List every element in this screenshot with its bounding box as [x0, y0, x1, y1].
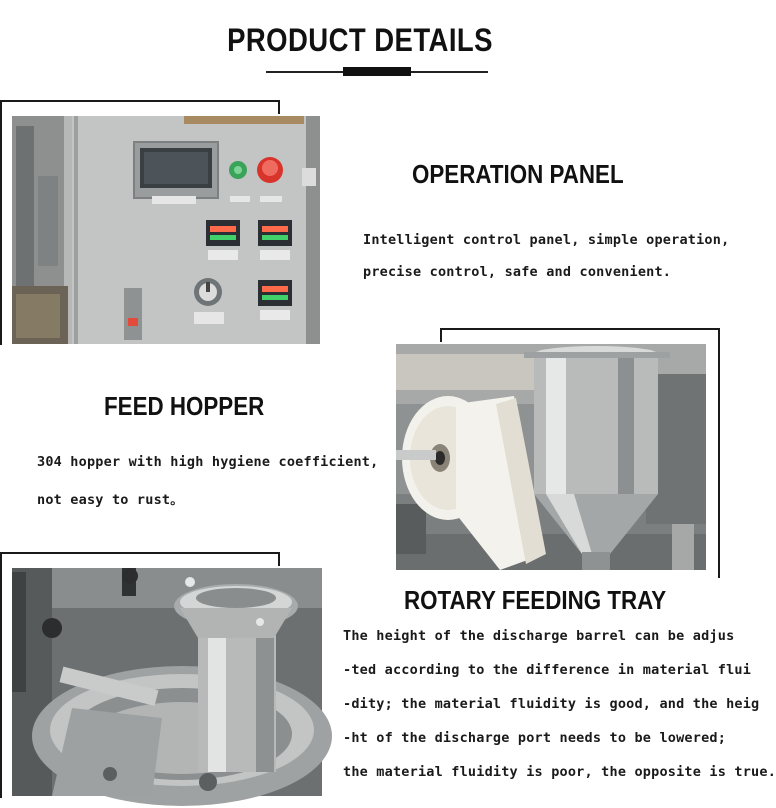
frame-line [0, 100, 280, 102]
frame-line [0, 100, 2, 345]
frame-line [278, 100, 280, 114]
frame-line [440, 328, 720, 330]
rotary-feeding-tray-desc-line: -dity; the material fluidity is good, and the heig [343, 696, 760, 712]
operation-panel-desc-line: precise control, safe and convenient. [363, 264, 672, 280]
title-underline-accent [343, 67, 411, 76]
rotary-feeding-tray-photo [12, 568, 322, 796]
frame-line [0, 552, 280, 554]
operation-panel-title: OPERATION PANEL [412, 159, 624, 189]
frame-line [440, 328, 442, 342]
feed-hopper-desc-line: 304 hopper with high hygiene coefficient, [37, 454, 379, 470]
operation-panel-desc-line: Intelligent control panel, simple operation, [363, 232, 730, 248]
rotary-feeding-tray-desc-line: the material fluidity is poor, the opposite is true. [343, 764, 776, 780]
operation-panel-photo [12, 116, 320, 344]
frame-line [718, 328, 720, 578]
feed-hopper-title: FEED HOPPER [104, 391, 265, 421]
feed-hopper-photo [396, 344, 706, 570]
frame-line [0, 552, 2, 798]
rotary-feeding-tray-desc-line: -ted according to the difference in material flui [343, 662, 752, 678]
rotary-feeding-tray-desc-line: The height of the discharge barrel can be adjus [343, 628, 735, 644]
rotary-feeding-tray-desc-line: -ht of the discharge port needs to be lowered; [343, 730, 727, 746]
frame-line [278, 552, 280, 566]
feed-hopper-desc-line: not easy to rust。 [37, 492, 184, 508]
page-title: PRODUCT DETAILS [227, 22, 493, 58]
rotary-feeding-tray-title: ROTARY FEEDING TRAY [404, 585, 667, 615]
